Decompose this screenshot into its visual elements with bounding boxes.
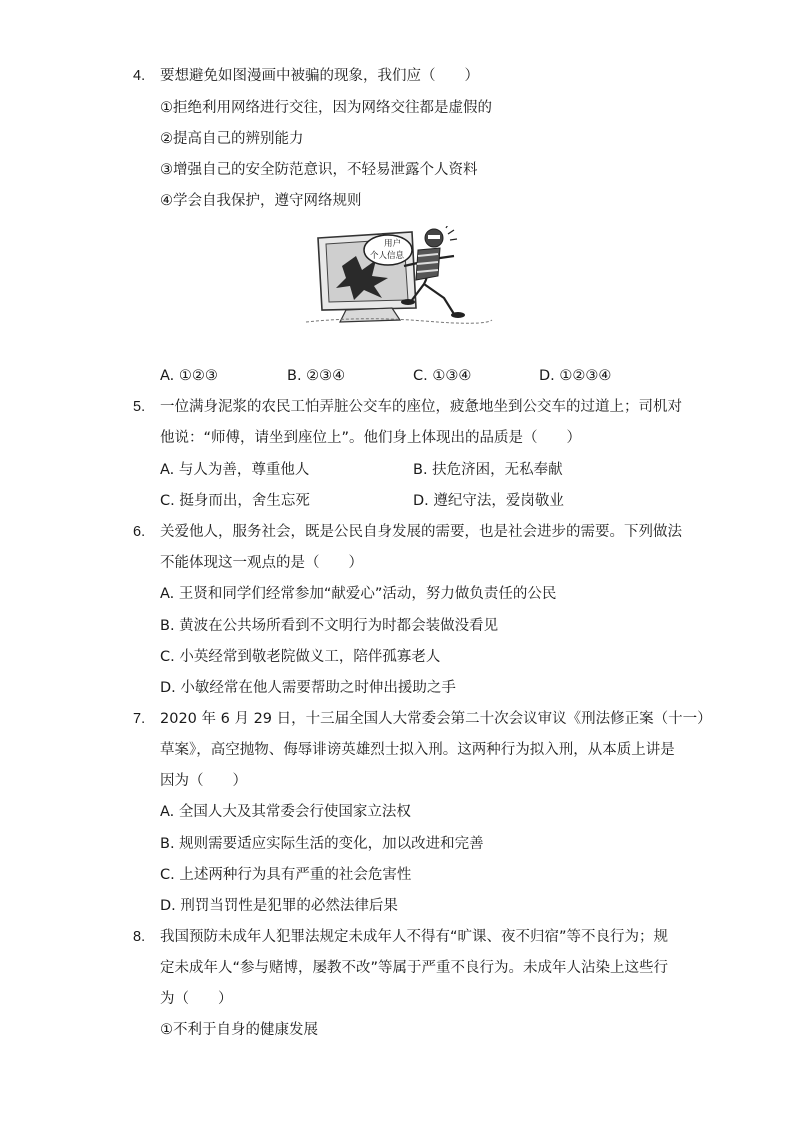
- caption-line-2: 个人信息: [370, 251, 405, 261]
- question-stem-line-2: 他说：“师傅，请坐到座位上”。他们身上体现出的品质是（ ）: [160, 430, 582, 446]
- question-stem-line-2: 不能体现这一观点的是（ ）: [160, 555, 363, 571]
- question-number: 5.: [133, 399, 146, 415]
- statement-3: ③增强自己的安全防范意识，不轻易泄露个人资料: [160, 162, 478, 178]
- option-b: B. ②③④: [287, 368, 346, 384]
- option-d: D. ①②③④: [539, 368, 612, 384]
- option-c: C. 上述两种行为具有严重的社会危害性: [160, 867, 412, 883]
- question-number: 6.: [133, 524, 146, 540]
- question-stem-line-1: 一位满身泥浆的农民工怕弄脏公交车的座位，疲惫地坐到公交车的过道上；司机对: [160, 399, 682, 415]
- cartoon-illustration: [304, 226, 494, 326]
- option-b: B. 黄波在公共场所看到不文明行为时都会装做没看见: [160, 618, 499, 634]
- question-number: 8.: [133, 929, 146, 945]
- option-c: C. 小英经常到敬老院做义工，陪伴孤寡老人: [160, 649, 441, 665]
- question-stem-line-2: 草案》，高空抛物、侮辱诽谤英雄烈士拟入刑。这两种行为拟入刑，从本质上讲是: [160, 742, 675, 758]
- question-stem-line-2: 定未成年人“参与赌博，屡教不改”等属于严重不良行为。未成年人沾染上这些行: [160, 960, 669, 976]
- option-a: A. ①②③: [160, 368, 218, 384]
- question-stem-line-3: 因为（ ）: [160, 773, 247, 789]
- question-number: 4.: [133, 68, 146, 84]
- statement-2: ②提高自己的辨别能力: [160, 131, 304, 147]
- option-c: C. ①③④: [413, 368, 472, 384]
- question-stem-line-3: 为（ ）: [160, 991, 233, 1007]
- statement-1: ①不利于自身的健康发展: [160, 1022, 318, 1038]
- option-d: D. 刑罚当罚性是犯罪的必然法律后果: [160, 898, 398, 914]
- option-b: B. 规则需要适应实际生活的变化，加以改进和完善: [160, 836, 484, 852]
- question-stem-line-1: 我国预防未成年人犯罪法规定未成年人不得有“旷课、夜不归宿”等不良行为；规: [160, 929, 669, 945]
- question-stem: 要想避免如图漫画中被骗的现象，我们应（ ）: [160, 68, 479, 84]
- caption-line-1: 用户: [384, 239, 402, 249]
- question-stem-line-1: 2020 年 6 月 29 日，十三届全国人大常委会第二十次会议审议《刑法修正案（十一）: [160, 711, 712, 727]
- option-a: A. 王贤和同学们经常参加“献爱心”活动，努力做负责任的公民: [160, 586, 557, 602]
- monitor-stand: [340, 308, 400, 322]
- option-b: B. 扶危济困，无私奉献: [413, 462, 563, 478]
- statement-4: ④学会自我保护，遵守网络规则: [160, 193, 362, 209]
- question-number: 7.: [133, 711, 146, 727]
- option-c: C. 挺身而出，舍生忘死: [160, 493, 310, 509]
- option-a: A. 与人为善，尊重他人: [160, 462, 310, 478]
- option-d: D. 小敏经常在他人需要帮助之时伸出援助之手: [160, 680, 456, 696]
- statement-1: ①拒绝利用网络进行交往，因为网络交往都是虚假的: [160, 100, 492, 116]
- option-a: A. 全国人大及其常委会行使国家立法权: [160, 804, 411, 820]
- option-d: D. 遵纪守法，爱岗敬业: [413, 493, 564, 509]
- question-stem-line-1: 关爱他人，服务社会，既是公民自身发展的需要，也是社会进步的需要。下列做法: [160, 524, 682, 540]
